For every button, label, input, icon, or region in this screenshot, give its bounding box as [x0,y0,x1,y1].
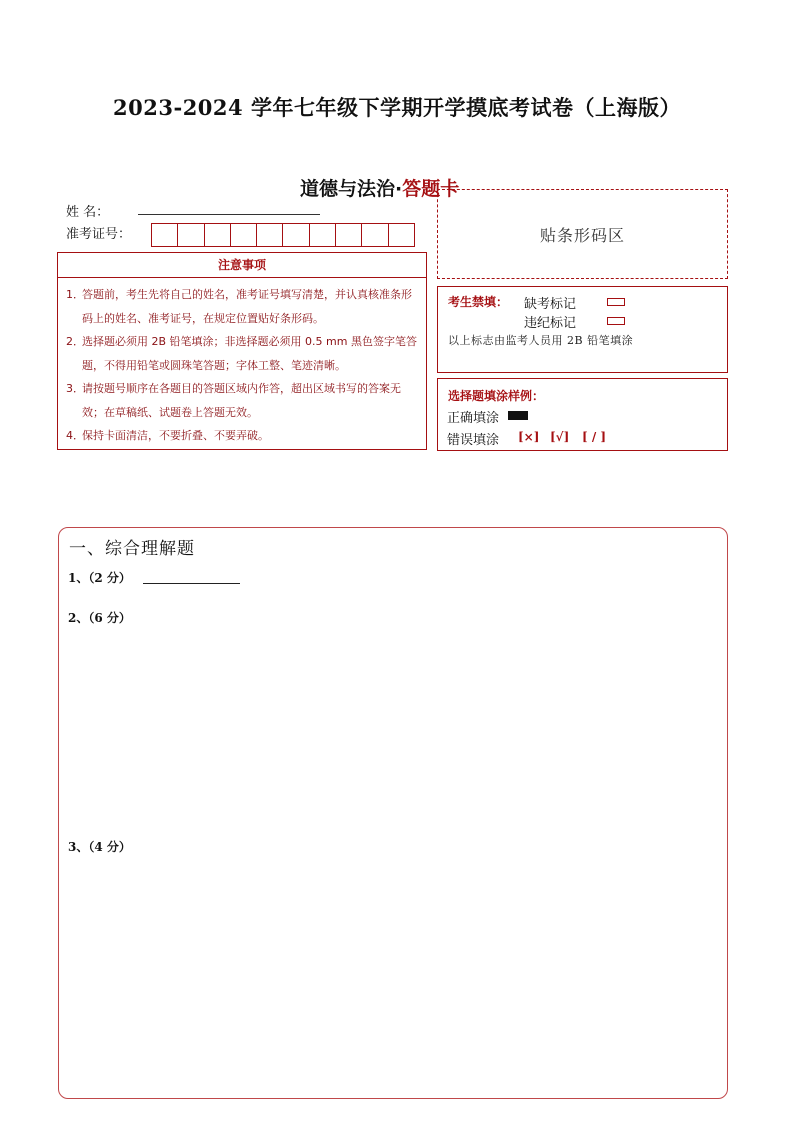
notice-number: 1． [66,288,84,301]
notice-text: 保持卡面清洁，不要折叠、不要弄破。 [82,429,269,442]
notice-text: 答题前，考生先将自己的姓名，准考证号填写清楚，并认真核准条形码上的姓名、准考证号，在规定位置贴好条形码。 [82,288,412,325]
id-digit-box[interactable] [178,224,204,246]
id-digit-box[interactable] [310,224,336,246]
notice-number: 2． [66,335,84,348]
notice-item [66,424,420,448]
absent-mark-label: 缺考标记 [524,297,577,312]
fill-example-box [437,378,728,451]
violation-mark-label: 违纪标记 [524,316,577,331]
subject-name: 道德与法治 [300,178,396,200]
question-2-label: 2、（6 分） [68,611,131,625]
subject-title [300,174,459,201]
notice-item [66,377,420,424]
answer-card-label: 答题卡 [402,178,460,200]
name-label: 姓 名： [66,205,110,220]
question-3-label: 3、（4 分） [68,840,131,854]
name-field[interactable] [138,214,320,215]
notice-number: 4． [66,429,84,442]
id-digit-box[interactable] [389,224,414,246]
question-1-label: 1、（2 分） [68,571,131,585]
id-digit-box[interactable] [231,224,257,246]
id-digit-box[interactable] [205,224,231,246]
wrong-mark-slash: [ / ] [582,430,607,444]
id-digit-box[interactable] [257,224,283,246]
fill-example-label: 选择题填涂样例： [448,389,545,403]
wrong-mark-check: [√] [550,430,570,444]
page-title: 2023-2024 学年七年级下学期开学摸底考试卷（上海版） [113,95,681,120]
violation-mark-box[interactable] [607,317,625,325]
absent-mark-box[interactable] [607,298,625,306]
notice-header: 注意事项 [58,253,426,278]
prohibit-note: 以上标志由监考人员用 2B 铅笔填涂 [448,334,634,347]
wrong-fill-label: 错误填涂 [447,433,500,448]
question-1-answer-line[interactable] [143,583,240,584]
exam-id-label: 准考证号： [66,227,132,242]
notice-list [58,278,426,448]
question-3-answer-area[interactable] [68,863,718,1088]
question-2-answer-area[interactable] [68,633,718,833]
notice-item [66,330,420,377]
correct-fill-label: 正确填涂 [447,411,500,426]
id-digit-box[interactable] [336,224,362,246]
notice-item [66,283,420,330]
correct-fill-mark [508,411,528,420]
id-digit-box[interactable] [283,224,309,246]
notice-text: 请按题号顺序在各题目的答题区域内作答，超出区域书写的答案无效；在草稿纸、试题卷上答题无效。 [82,382,401,419]
prohibit-label: 考生禁填： [448,295,509,309]
section-title: 一、综合理解题 [69,539,195,559]
exam-id-boxes[interactable] [151,223,415,247]
notice-text: 选择题必须用 2B 铅笔填涂；非选择题必须用 0.5 mm 黑色签字笔答题，不得用铅笔或圆珠笔答题；字体工整、笔迹清晰。 [82,335,417,372]
barcode-area [437,189,728,279]
notice-number: 3． [66,382,84,395]
notice-box [57,252,427,450]
title-separator: · [395,178,403,200]
id-digit-box[interactable] [362,224,388,246]
prohibit-box [437,286,728,373]
barcode-label: 贴条形码区 [539,225,625,245]
answer-area [58,527,728,1099]
id-digit-box[interactable] [152,224,178,246]
wrong-mark-cross: [×] [518,430,540,444]
